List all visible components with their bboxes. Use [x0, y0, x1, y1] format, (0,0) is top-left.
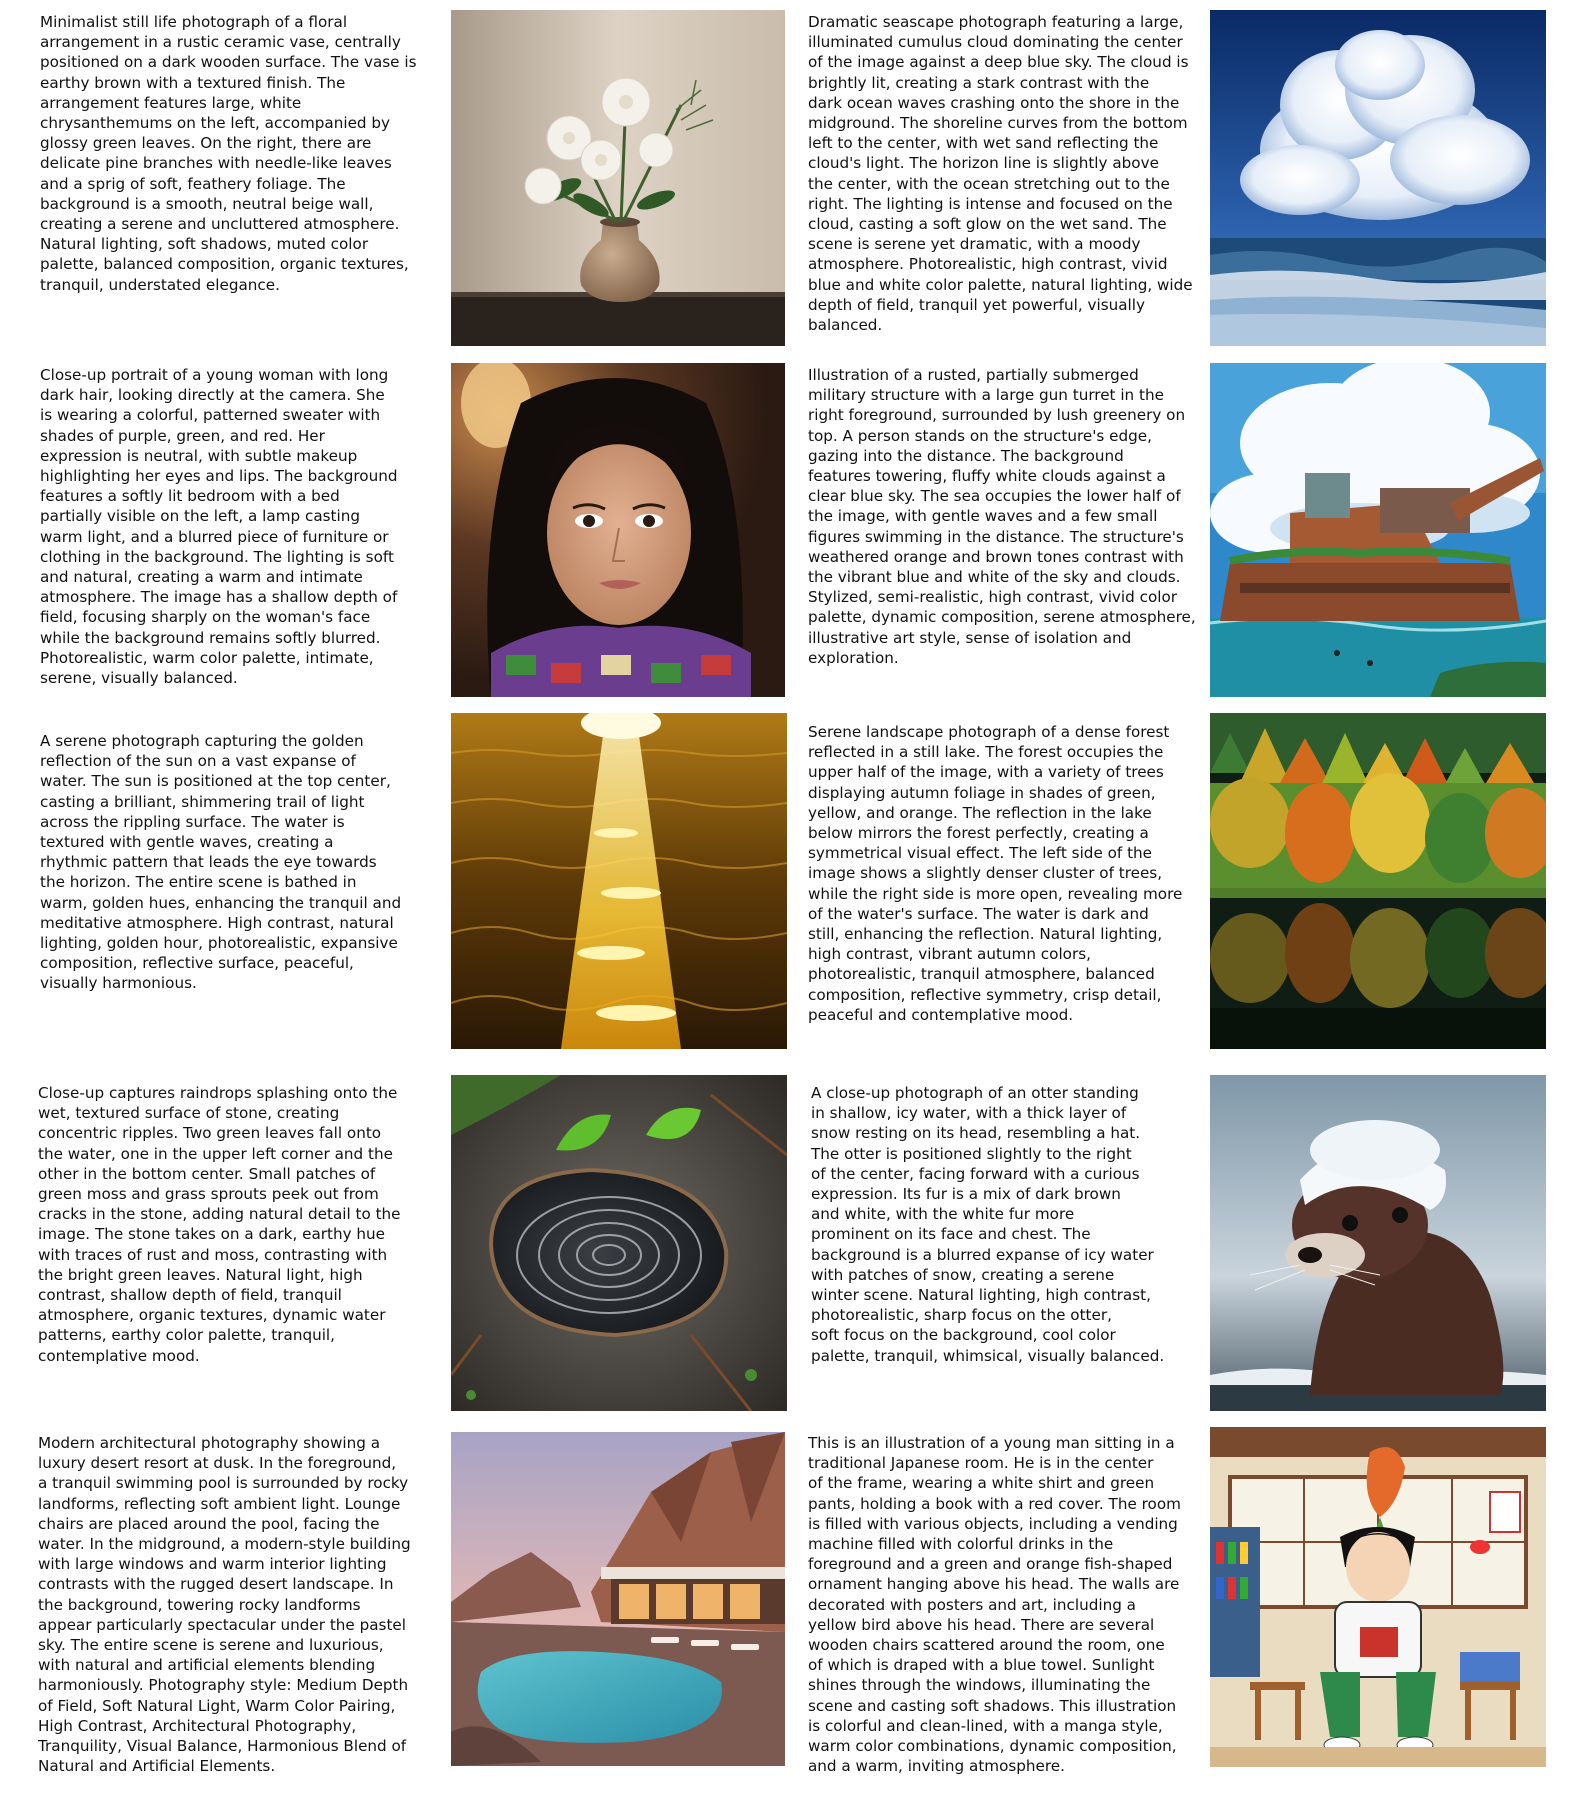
image-turret: [1210, 363, 1546, 697]
caption-resort: Modern architectural photography showing a luxury desert resort at dusk. In the foreground, a tranquil swimming pool is surrounded by rocky landforms, reflecting soft ambient light. Lounge chairs are placed around the pool, facing the water. In the midground, a modern-style building with large windows and warm interior lighting contrasts with the rugged desert landscape. In the background, towering rocky landforms appear particularly spectacular under the pastel sky. The entire scene is serene and luxurious, with natural and artificial elements blending harmoniously. Photography style: Medium Depth of Field, Soft Natural Light, Warm Color Pairing, High Contrast, Architectural Photography, Tranquility, Visual Balance, Harmonious Blend of Natural and Artificial Elements.: [38, 1434, 411, 1776]
image-resort: [451, 1432, 785, 1766]
caption-raindrops: Close-up captures raindrops splashing onto the wet, textured surface of stone, creating concentric ripples. Two green leaves fall onto the water, one in the upper left corner and the other in the bottom center. Small patches of green moss and grass sprouts peek out from cracks in the stone, adding natural detail to the image. The stone takes on a dark, earthy hue with traces of rust and moss, contrasting with the bright green leaves. Natural light, high contrast, shallow depth of field, tranquil atmosphere, organic textures, dynamic water patterns, earthy color palette, tranquil, contemplative mood.: [38, 1084, 401, 1365]
caption-forest: Serene landscape photograph of a dense forest reflected in a still lake. The forest occupies the upper half of the image, with a variety of trees displaying autumn foliage in shades of green, yellow, and orange. The reflection in the lake below mirrors the forest perfectly, creating a symmetrical visual effect. The left side of the image shows a slightly denser cluster of trees, while the right side is more open, revealing more of the water's surface. The water is dark and still, enhancing the reflection. Natural lighting, high contrast, vibrant autumn colors, photorealistic, tranquil atmosphere, balanced composition, reflective symmetry, crisp detail, peaceful and contemplative mood.: [808, 723, 1183, 1024]
caption-turret: Illustration of a rusted, partially submerged military structure with a large gun turret in the right foreground, surrounded by lush greenery on top. A person stands on the structure's edge, gazing into the distance. The background features towering, fluffy white clouds against a clear blue sky. The sea occupies the lower half of the image, with gentle waves and a few small figures swimming in the distance. The structure's weathered orange and brown tones contrast with the vibrant blue and white of the sky and clouds. Stylized, semi-realistic, high contrast, vivid color palette, dynamic composition, serene atmosphere, illustrative art style, sense of isolation and exploration.: [808, 366, 1196, 667]
image-otter: [1210, 1075, 1546, 1411]
caption-sunwater: A serene photograph capturing the golden reflection of the sun on a vast expanse of water. The sun is positioned at the top center, casting a brilliant, shimmering trail of light across the rippling surface. The water is textured with gentle waves, creating a rhythmic pattern that leads the eye towards the horizon. The entire scene is bathed in warm, golden hues, enhancing the tranquil and meditative atmosphere. High contrast, natural lighting, golden hour, photorealistic, expansive composition, reflective surface, peaceful, visually harmonious.: [40, 732, 402, 993]
image-forest: [1210, 713, 1546, 1049]
caption-portrait: Close-up portrait of a young woman with long dark hair, looking directly at the camera. She is wearing a colorful, patterned sweater with shades of purple, green, and red. Her expression is neutral, with subtle makeup highlighting her eyes and lips. The background features a softly lit bedroom with a bed partially visible on the left, a lamp casting warm light, and a blurred piece of furniture or clothing in the background. The lighting is soft and natural, creating a warm and intimate atmosphere. The image has a shallow depth of field, focusing sharply on the woman's face while the background remains softly blurred. Photorealistic, warm color palette, intimate, serene, visually balanced.: [40, 366, 398, 688]
image-manga: [1210, 1427, 1546, 1767]
image-raindrops: [451, 1075, 787, 1411]
image-portrait: [451, 363, 785, 697]
caption-otter: A close-up photograph of an otter standing in shallow, icy water, with a thick layer of snow resting on its head, resembling a hat. The otter is positioned slightly to the right of the center, facing forward with a curious expression. Its fur is a mix of dark brown and white, with the white fur more prominent on its face and chest. The background is a blurred expanse of icy water with patches of snow, creating a serene winter scene. Natural lighting, high contrast, photorealistic, sharp focus on the otter, soft focus on the background, cool color palette, tranquil, whimsical, visually balanced.: [811, 1084, 1165, 1365]
image-sunwater: [451, 713, 787, 1049]
image-seascape: [1210, 10, 1546, 346]
caption-manga: This is an illustration of a young man sitting in a traditional Japanese room. He is in the center of the frame, wearing a white shirt and green pants, holding a book with a red cover. The room is filled with various objects, including a vending machine filled with colorful drinks in the foreground and a green and orange fish-shaped ornament hanging above his head. The walls are decorated with posters and art, including a yellow bird above his head. There are several wooden chairs scattered around the room, one of which is draped with a blue towel. Sunlight shines through the windows, illuminating the scene and casting soft shadows. This illustration is colorful and clean-lined, with a manga style, warm color combinations, dynamic composition, and a warm, inviting atmosphere.: [808, 1434, 1181, 1776]
caption-vase: Minimalist still life photograph of a floral arrangement in a rustic ceramic vase, centrally positioned on a dark wooden surface. The vase is earthy brown with a textured finish. The arrangement features large, white chrysanthemums on the left, accompanied by glossy green leaves. On the right, there are delicate pine branches with needle-like leaves and a sprig of soft, feathery foliage. The background is a smooth, neutral beige wall, creating a serene and uncluttered atmosphere. Natural lighting, soft shadows, muted color palette, balanced composition, organic textures, tranquil, understated elegance.: [40, 13, 417, 294]
image-vase: [451, 10, 785, 346]
caption-seascape: Dramatic seascape photograph featuring a large, illuminated cumulus cloud dominating the center of the image against a deep blue sky. The cloud is brightly lit, creating a stark contrast with the dark ocean waves crashing onto the shore in the midground. The shoreline curves from the bottom left to the center, with wet sand reflecting the cloud's light. The horizon line is slightly above the center, with the ocean stretching out to the right. The lighting is intense and focused on the cloud, casting a soft glow on the wet sand. The scene is serene yet dramatic, with a moody atmosphere. Photorealistic, high contrast, vivid blue and white color palette, natural lighting, wide depth of field, tranquil yet powerful, visually balanced.: [808, 13, 1193, 335]
